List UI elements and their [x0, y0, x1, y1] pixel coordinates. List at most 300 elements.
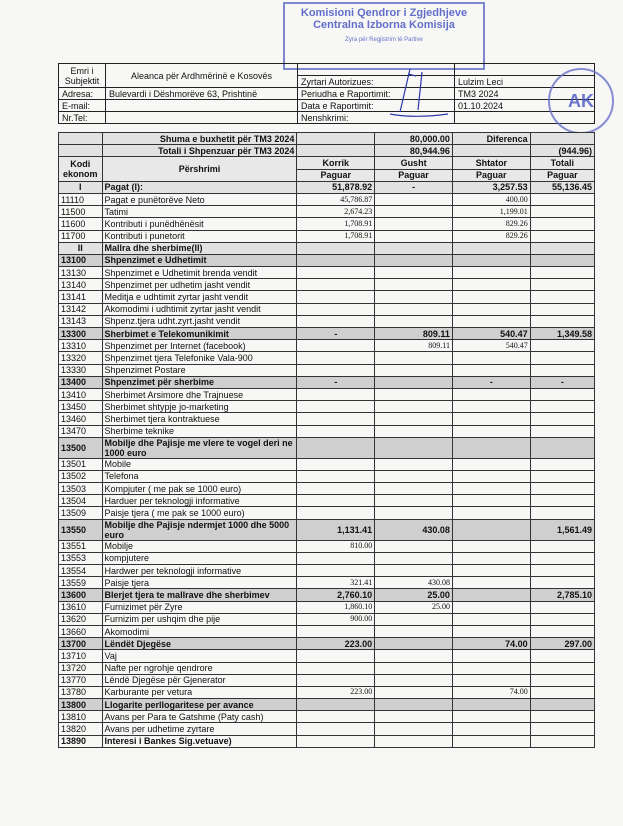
cell-shtator — [452, 540, 530, 552]
cell-kodi: 13450 — [59, 401, 103, 413]
cell-kodi: 13509 — [59, 507, 103, 519]
cell-pershkrimi: Meditja e udhtimit zyrtar jasht vendit — [102, 291, 297, 303]
cell-shtator — [452, 552, 530, 564]
cell-pershkrimi: Paisje tjera — [102, 577, 297, 589]
table-row — [59, 181, 595, 193]
cell-pershkrimi: Sherbimet shtypje jo-marketing — [102, 401, 297, 413]
cell-totali: 297.00 — [530, 638, 594, 650]
cell-totali — [530, 674, 594, 686]
cell-totali: 55,136.45 — [530, 181, 594, 193]
zyrtari-value: Lulzim Leci — [455, 76, 595, 88]
cell-pershkrimi: Akomodimi i udhtimit zyrtar jasht vendit — [102, 303, 297, 315]
cell-pershkrimi: Sherbimet Arsimore dhe Trajnuese — [102, 388, 297, 400]
cell-korrik — [297, 315, 375, 327]
col-gusht: Gusht — [375, 157, 453, 169]
cell-pershkrimi: Kontributi i punetorit — [102, 230, 297, 242]
cell-gusht — [375, 218, 453, 230]
cell-gusht — [375, 242, 453, 254]
cell-pershkrimi: Kompjuter ( me pak se 1000 euro) — [102, 483, 297, 495]
cell-shtator — [452, 577, 530, 589]
cell-kodi: 13551 — [59, 540, 103, 552]
cell-kodi: 13554 — [59, 565, 103, 577]
cell-korrik: 1,131.41 — [297, 519, 375, 540]
cell-shtator — [452, 699, 530, 711]
cell-totali — [530, 218, 594, 230]
cell-korrik — [297, 413, 375, 425]
cell-totali — [530, 315, 594, 327]
table-row — [59, 267, 595, 279]
cell-shtator — [452, 388, 530, 400]
cell-pershkrimi: Hardwer per teknologji informative — [102, 565, 297, 577]
cell-shtator — [452, 425, 530, 437]
cell-korrik — [297, 662, 375, 674]
cell-korrik — [297, 699, 375, 711]
cell-shtator: 74.00 — [452, 686, 530, 698]
table-row — [59, 376, 595, 388]
table-row — [59, 495, 595, 507]
cell-kodi: 13143 — [59, 315, 103, 327]
cell-gusht — [375, 711, 453, 723]
cell-pershkrimi: Shpenzimet e Udhetimit brenda vendit — [102, 267, 297, 279]
cell-kodi: 13780 — [59, 686, 103, 698]
cell-kodi: 13310 — [59, 340, 103, 352]
cell-korrik: - — [297, 328, 375, 340]
table-row — [59, 315, 595, 327]
cell-kodi: 13130 — [59, 267, 103, 279]
table-row — [59, 650, 595, 662]
cell-shtator — [452, 674, 530, 686]
cell-korrik: 45,786.87 — [297, 193, 375, 205]
cell-gusht — [375, 206, 453, 218]
cell-gusht — [375, 674, 453, 686]
cell-pershkrimi: Sherbime teknike — [102, 425, 297, 437]
cell-gusht: 25.00 — [375, 601, 453, 613]
cell-totali — [530, 230, 594, 242]
signature — [330, 64, 450, 134]
cell-pershkrimi: Karburante per vetura — [102, 686, 297, 698]
registration-stamp — [283, 2, 485, 70]
cell-totali — [530, 507, 594, 519]
col-shtator: Shtator — [452, 157, 530, 169]
cell-kodi: 13660 — [59, 625, 103, 637]
stamp-line-3: Zyra për Regjistrim të Partive — [345, 37, 423, 43]
cell-shtator — [452, 483, 530, 495]
cell-shtator — [452, 458, 530, 470]
cell-korrik — [297, 552, 375, 564]
cell-pershkrimi: Pagat (I): — [102, 181, 297, 193]
cell-kodi: 13800 — [59, 699, 103, 711]
cell-shtator — [452, 352, 530, 364]
cell-gusht — [375, 254, 453, 266]
table-row — [59, 540, 595, 552]
cell-pershkrimi: Paisje tjera ( me pak se 1000 euro) — [102, 507, 297, 519]
cell-totali — [530, 340, 594, 352]
cell-shtator: 540.47 — [452, 340, 530, 352]
cell-pershkrimi: Shpenz.tjera udht.zyrt.jasht vendit — [102, 315, 297, 327]
cell-totali — [530, 540, 594, 552]
table-row — [59, 674, 595, 686]
cell-totali — [530, 437, 594, 458]
col-paguar-2: Paguar — [375, 169, 453, 181]
cell-shtator — [452, 291, 530, 303]
cell-kodi: 13320 — [59, 352, 103, 364]
cell-kodi: 13700 — [59, 638, 103, 650]
cell-kodi: 13810 — [59, 711, 103, 723]
cell-gusht — [375, 413, 453, 425]
cell-kodi: 13504 — [59, 495, 103, 507]
cell-shtator — [452, 303, 530, 315]
cell-korrik: 1,708.91 — [297, 218, 375, 230]
table-row — [59, 601, 595, 613]
cell-shtator: 1,199.01 — [452, 206, 530, 218]
cell-kodi: 11600 — [59, 218, 103, 230]
table-row — [59, 364, 595, 376]
cell-korrik — [297, 425, 375, 437]
cell-gusht — [375, 315, 453, 327]
cell-kodi: 13610 — [59, 601, 103, 613]
shpenzuar-label: Totali i Shpenzuar për TM3 2024 — [102, 145, 297, 157]
cell-gusht — [375, 723, 453, 735]
cell-korrik: 1,860.10 — [297, 601, 375, 613]
cell-totali — [530, 388, 594, 400]
cell-shtator — [452, 507, 530, 519]
diferenca-value: (944.96) — [530, 145, 594, 157]
cell-shtator — [452, 565, 530, 577]
cell-totali — [530, 625, 594, 637]
cell-korrik — [297, 735, 375, 747]
cell-totali: 1,349.58 — [530, 328, 594, 340]
cell-totali — [530, 254, 594, 266]
cell-pershkrimi: Blerjet tjera te mallrave dhe sherbimev — [102, 589, 297, 601]
cell-shtator: - — [452, 376, 530, 388]
cell-gusht — [375, 699, 453, 711]
cell-pershkrimi: Shpenzimet tjera Telefonike Vala-900 — [102, 352, 297, 364]
cell-totali — [530, 735, 594, 747]
cell-korrik: 51,878.92 — [297, 181, 375, 193]
cell-kodi: 13600 — [59, 589, 103, 601]
table-row — [59, 552, 595, 564]
cell-kodi: II — [59, 242, 103, 254]
table-row — [59, 340, 595, 352]
cell-pershkrimi: Avans per udhetime zyrtare — [102, 723, 297, 735]
cell-totali — [530, 206, 594, 218]
cell-kodi: 13553 — [59, 552, 103, 564]
cell-gusht — [375, 613, 453, 625]
cell-shtator — [452, 242, 530, 254]
col-pershkrimi: Përshrimi — [102, 157, 297, 181]
diferenca-label: Diferenca — [452, 133, 530, 145]
cell-korrik — [297, 674, 375, 686]
cell-kodi: 13620 — [59, 613, 103, 625]
cell-korrik — [297, 303, 375, 315]
cell-pershkrimi: kompjutere — [102, 552, 297, 564]
data-value: 01.10.2024 — [455, 100, 595, 112]
cell-gusht — [375, 565, 453, 577]
cell-totali: 1,561.49 — [530, 519, 594, 540]
cell-gusht — [375, 352, 453, 364]
cell-pershkrimi: Telefona — [102, 470, 297, 482]
cell-totali — [530, 711, 594, 723]
table-row — [59, 711, 595, 723]
table-row — [59, 458, 595, 470]
cell-korrik — [297, 352, 375, 364]
cell-gusht — [375, 552, 453, 564]
cell-totali — [530, 483, 594, 495]
cell-totali — [530, 650, 594, 662]
cell-korrik — [297, 625, 375, 637]
cell-totali — [530, 413, 594, 425]
cell-pershkrimi: Shpenzimet per udhetim jasht vendit — [102, 279, 297, 291]
cell-pershkrimi: Harduer per teknologji informative — [102, 495, 297, 507]
cell-kodi: 13470 — [59, 425, 103, 437]
cell-kodi: 13141 — [59, 291, 103, 303]
cell-gusht — [375, 735, 453, 747]
cell-shtator — [452, 735, 530, 747]
table-row — [59, 291, 595, 303]
table-row — [59, 388, 595, 400]
cell-kodi: 11500 — [59, 206, 103, 218]
cell-pershkrimi: Nafte per ngrohje qendrore — [102, 662, 297, 674]
cell-gusht — [375, 650, 453, 662]
cell-shtator — [452, 267, 530, 279]
cell-totali — [530, 470, 594, 482]
shpenzuar-value: 80,944.96 — [375, 145, 453, 157]
cell-kodi: 13770 — [59, 674, 103, 686]
cell-totali — [530, 686, 594, 698]
cell-korrik: 223.00 — [297, 638, 375, 650]
col-paguar-4: Paguar — [530, 169, 594, 181]
adresa-label: Adresa: — [59, 88, 106, 100]
cell-korrik — [297, 437, 375, 458]
table-row — [59, 242, 595, 254]
cell-totali: 2,785.10 — [530, 589, 594, 601]
cell-totali — [530, 723, 594, 735]
cell-shtator — [452, 650, 530, 662]
cell-korrik — [297, 507, 375, 519]
table-row — [59, 193, 595, 205]
party-seal — [548, 68, 614, 134]
cell-shtator — [452, 470, 530, 482]
cell-kodi: 13100 — [59, 254, 103, 266]
table-row — [59, 723, 595, 735]
table-row — [59, 413, 595, 425]
cell-totali — [530, 601, 594, 613]
cell-korrik — [297, 458, 375, 470]
cell-kodi: I — [59, 181, 103, 193]
cell-korrik — [297, 279, 375, 291]
cell-pershkrimi: Shpenzimet per Internet (facebook) — [102, 340, 297, 352]
col-paguar-1: Paguar — [297, 169, 375, 181]
table-row — [59, 507, 595, 519]
cell-pershkrimi: Pagat e punëtorëve Neto — [102, 193, 297, 205]
cell-korrik: 2,760.10 — [297, 589, 375, 601]
cell-kodi: 13501 — [59, 458, 103, 470]
cell-gusht — [375, 425, 453, 437]
table-row — [59, 613, 595, 625]
table-row — [59, 686, 595, 698]
cell-kodi: 13500 — [59, 437, 103, 458]
cell-gusht — [375, 686, 453, 698]
cell-pershkrimi: Furnizim per ushqim dhe pije — [102, 613, 297, 625]
cell-korrik: 321.41 — [297, 577, 375, 589]
table-row — [59, 519, 595, 540]
cell-korrik — [297, 495, 375, 507]
cell-totali — [530, 495, 594, 507]
cell-korrik — [297, 711, 375, 723]
cell-korrik — [297, 401, 375, 413]
cell-pershkrimi: Shpenzimet Postare — [102, 364, 297, 376]
cell-shtator — [452, 413, 530, 425]
cell-gusht — [375, 437, 453, 458]
cell-shtator — [452, 279, 530, 291]
cell-korrik: 900.00 — [297, 613, 375, 625]
cell-pershkrimi: Mallra dhe sherbime(II) — [102, 242, 297, 254]
cell-totali — [530, 291, 594, 303]
cell-kodi: 13720 — [59, 662, 103, 674]
cell-shtator: 540.47 — [452, 328, 530, 340]
cell-gusht — [375, 230, 453, 242]
cell-totali: - — [530, 376, 594, 388]
table-row — [59, 303, 595, 315]
cell-korrik: - — [297, 376, 375, 388]
cell-gusht — [375, 507, 453, 519]
cell-pershkrimi: Llogarite perllogaritese per avance — [102, 699, 297, 711]
seal-initials: AK — [568, 90, 594, 111]
cell-korrik — [297, 364, 375, 376]
table-row — [59, 735, 595, 747]
cell-korrik: 1,708.91 — [297, 230, 375, 242]
cell-shtator — [452, 495, 530, 507]
cell-korrik: 810.00 — [297, 540, 375, 552]
cell-shtator — [452, 589, 530, 601]
cell-kodi: 13410 — [59, 388, 103, 400]
cell-pershkrimi: Kontributi i punëdhënësit — [102, 218, 297, 230]
cell-gusht: 809.11 — [375, 340, 453, 352]
cell-gusht — [375, 267, 453, 279]
cell-shtator — [452, 723, 530, 735]
cell-kodi: 13330 — [59, 364, 103, 376]
cell-shtator: 829.26 — [452, 230, 530, 242]
expense-table — [58, 132, 595, 748]
cell-gusht — [375, 470, 453, 482]
data-label: Data e Raportimit: — [298, 100, 455, 112]
table-row — [59, 638, 595, 650]
cell-kodi: 13400 — [59, 376, 103, 388]
cell-shtator — [452, 601, 530, 613]
table-row — [59, 230, 595, 242]
cell-gusht: 430.08 — [375, 577, 453, 589]
header-table — [58, 63, 595, 124]
cell-totali — [530, 267, 594, 279]
cell-pershkrimi: Shpenzimet për sherbime — [102, 376, 297, 388]
cell-kodi: 13559 — [59, 577, 103, 589]
cell-gusht — [375, 483, 453, 495]
table-row — [59, 218, 595, 230]
cell-gusht: 25.00 — [375, 589, 453, 601]
table-row — [59, 279, 595, 291]
cell-gusht — [375, 540, 453, 552]
cell-gusht — [375, 458, 453, 470]
cell-gusht — [375, 495, 453, 507]
cell-kodi: 13890 — [59, 735, 103, 747]
table-row — [59, 425, 595, 437]
cell-shtator — [452, 613, 530, 625]
cell-shtator: 829.26 — [452, 218, 530, 230]
table-row — [59, 470, 595, 482]
cell-shtator — [452, 625, 530, 637]
cell-korrik — [297, 723, 375, 735]
buxhet-label: Shuma e buxhetit për TM3 2024 — [102, 133, 297, 145]
emri-value: Aleanca për Ardhmërinë e Kosovës — [106, 64, 298, 88]
cell-shtator — [452, 315, 530, 327]
cell-gusht — [375, 638, 453, 650]
cell-korrik: 2,674.23 — [297, 206, 375, 218]
table-row — [59, 206, 595, 218]
cell-pershkrimi: Sherbimet e Telekomunikimit — [102, 328, 297, 340]
cell-korrik: 223.00 — [297, 686, 375, 698]
cell-korrik — [297, 565, 375, 577]
cell-totali — [530, 662, 594, 674]
cell-gusht — [375, 279, 453, 291]
cell-kodi: 13140 — [59, 279, 103, 291]
stamp-line-2: Centralna Izborna Komisija — [313, 19, 455, 31]
cell-pershkrimi: Tatimi — [102, 206, 297, 218]
col-totali: Totali — [530, 157, 594, 169]
cell-shtator: 400.00 — [452, 193, 530, 205]
cell-gusht — [375, 303, 453, 315]
cell-pershkrimi: Interesi i Bankes Sig.vetuave) — [102, 735, 297, 747]
cell-totali — [530, 279, 594, 291]
table-row — [59, 589, 595, 601]
cell-korrik — [297, 254, 375, 266]
cell-kodi: 13710 — [59, 650, 103, 662]
cell-gusht — [375, 625, 453, 637]
cell-shtator — [452, 401, 530, 413]
cell-gusht — [375, 388, 453, 400]
cell-totali — [530, 242, 594, 254]
cell-gusht: 809.11 — [375, 328, 453, 340]
cell-korrik — [297, 388, 375, 400]
cell-gusht — [375, 401, 453, 413]
cell-pershkrimi: Avans per Para te Gatshme (Paty cash) — [102, 711, 297, 723]
cell-totali — [530, 352, 594, 364]
table-row — [59, 483, 595, 495]
cell-pershkrimi: Mobilje dhe Pajisje me vlere te vogel deri ne 1000 euro — [102, 437, 297, 458]
cell-totali — [530, 613, 594, 625]
table-row — [59, 328, 595, 340]
cell-shtator — [452, 437, 530, 458]
cell-shtator — [452, 662, 530, 674]
cell-totali — [530, 425, 594, 437]
cell-gusht — [375, 364, 453, 376]
cell-shtator — [452, 254, 530, 266]
cell-pershkrimi: Mobilje dhe Pajisje ndermjet 1000 dhe 5000 euro — [102, 519, 297, 540]
cell-gusht: - — [375, 181, 453, 193]
table-row — [59, 625, 595, 637]
cell-kodi: 13550 — [59, 519, 103, 540]
cell-pershkrimi: Akomodimi — [102, 625, 297, 637]
cell-shtator — [452, 711, 530, 723]
cell-gusht: 430.08 — [375, 519, 453, 540]
cell-totali — [530, 577, 594, 589]
cell-kodi: 13502 — [59, 470, 103, 482]
cell-shtator: 74.00 — [452, 638, 530, 650]
cell-korrik — [297, 267, 375, 279]
cell-korrik — [297, 291, 375, 303]
cell-gusht — [375, 376, 453, 388]
adresa-value: Bulevardi i Dëshmorëve 63, Prishtinë — [106, 88, 298, 100]
cell-gusht — [375, 662, 453, 674]
